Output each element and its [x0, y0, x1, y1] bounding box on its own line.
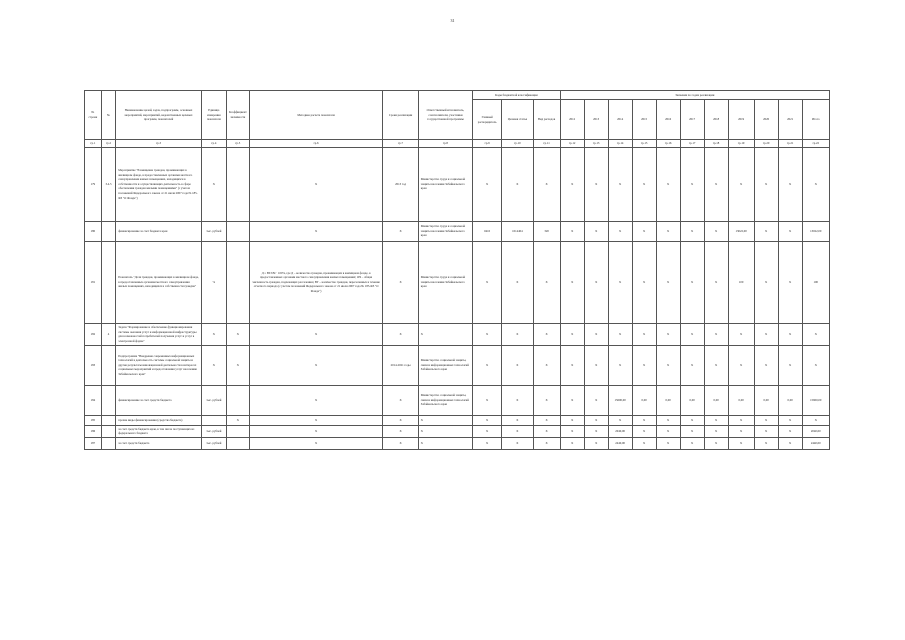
period-cell: 2013 год	[383, 147, 418, 221]
unit-cell: тыс. рублей	[201, 437, 226, 449]
target-article-cell: X	[502, 345, 533, 385]
row-number: 184	[85, 385, 102, 415]
expense-type-cell: X	[533, 147, 560, 221]
method-cell: X	[249, 345, 383, 385]
header-coefficient: Коэффициент значимости	[226, 91, 249, 140]
table-row	[85, 425, 830, 437]
main-manager-cell: X	[473, 385, 502, 415]
unit-cell: X	[201, 323, 226, 345]
period-cell: X	[383, 241, 418, 323]
row-number: 186	[85, 425, 102, 437]
period-cell: X	[383, 221, 418, 241]
header-budget-codes: Коды бюджетной классификации	[473, 91, 561, 100]
year-value-cell: X	[656, 147, 680, 221]
unit-cell: X	[201, 345, 226, 385]
period-cell: X	[383, 323, 418, 345]
header-year: 2018	[704, 100, 728, 140]
unit-cell	[201, 415, 226, 425]
target-article-cell: X	[502, 425, 533, 437]
item-name: финансирование за счет бюджета края	[116, 221, 202, 241]
main-manager-cell: X	[473, 147, 502, 221]
header-number: №	[101, 91, 116, 140]
main-manager-cell: X	[473, 425, 502, 437]
column-number: гр.8	[418, 140, 472, 148]
row-number: 183	[85, 345, 102, 385]
expense-type-cell: X	[533, 345, 560, 385]
period-cell: 2014-2021 годы	[383, 345, 418, 385]
year-value-cell: X	[704, 221, 728, 241]
header-expense-type: Вид расходов	[533, 100, 560, 140]
expense-type-cell: X	[533, 415, 560, 425]
column-number: гр.2	[101, 140, 116, 148]
year-value-cell: 0,00	[728, 385, 754, 415]
executor-cell: Министерство социальной защиты, связи и информационных технологий Забайкальского края	[418, 385, 472, 415]
year-value-cell: X	[680, 345, 704, 385]
target-article-cell: X	[502, 415, 533, 425]
total-value-cell: X	[802, 415, 829, 425]
year-value-cell: X	[560, 323, 584, 345]
header-total: Итого	[802, 100, 829, 140]
header-unit: Единица измерения показателя	[201, 91, 226, 140]
year-value-cell: X	[754, 437, 778, 449]
year-value-cell: X	[704, 147, 728, 221]
year-value-cell: X	[680, 425, 704, 437]
year-value-cell: X	[560, 147, 584, 221]
year-value-cell: X	[778, 241, 802, 323]
method-cell: X	[249, 425, 383, 437]
total-value-cell: 2040,00	[802, 425, 829, 437]
target-article-cell: X	[502, 241, 533, 323]
year-value-cell: X	[680, 415, 704, 425]
item-number	[101, 385, 116, 415]
year-value-cell: X	[754, 425, 778, 437]
year-value-cell: X	[680, 221, 704, 241]
year-value-cell: X	[704, 241, 728, 323]
column-numbers-row	[85, 140, 830, 148]
year-value-cell: X	[560, 385, 584, 415]
year-value-cell: X	[778, 221, 802, 241]
year-value-cell: X	[680, 323, 704, 345]
year-value-cell: X	[656, 437, 680, 449]
coefficient-cell	[226, 425, 249, 437]
year-value-cell: X	[704, 415, 728, 425]
year-value-cell: X	[754, 345, 778, 385]
table-row	[85, 241, 830, 323]
year-value-cell: X	[754, 221, 778, 241]
item-name: за счет средств бюджета края, в том числе поступающих из федерального бюджета	[116, 425, 202, 437]
main-manager-cell: X	[473, 323, 502, 345]
year-value-cell: X	[560, 241, 584, 323]
total-value-cell: X	[802, 147, 829, 221]
header-period: Сроки реализации	[383, 91, 418, 140]
year-value-cell: X	[584, 323, 608, 345]
column-number: гр.7	[383, 140, 418, 148]
year-value-cell: X	[754, 415, 778, 425]
unit-cell: тыс. рублей	[201, 221, 226, 241]
column-number: гр.12	[560, 140, 584, 148]
year-value-cell: X	[704, 323, 728, 345]
header-year: 2012	[560, 100, 584, 140]
year-value-cell: X	[778, 425, 802, 437]
table-row	[85, 345, 830, 385]
executor-cell: X	[418, 425, 472, 437]
year-value-cell: X	[728, 415, 754, 425]
expense-type-cell: 320	[533, 221, 560, 241]
period-cell: X	[383, 385, 418, 415]
item-number	[101, 221, 116, 241]
year-value-cell: X	[584, 147, 608, 221]
year-value-cell: X	[584, 345, 608, 385]
column-number: гр.6	[249, 140, 383, 148]
header-year: 2019	[728, 100, 754, 140]
year-value-cell: 0,00	[632, 385, 656, 415]
item-name: Подпрограмма "Внедрение современных информационных технологий в деятельность системы социальной защиты и другие результаты инновационной деятельности в интересах социальных мероприятий и предоставления услуг населению Забайкальского края"	[116, 345, 202, 385]
method-cell: X	[249, 437, 383, 449]
header-main-manager: Главный распорядитель	[473, 100, 502, 140]
header-year: 2015	[632, 100, 656, 140]
coefficient-cell	[226, 385, 249, 415]
unit-cell: тыс. рублей	[201, 385, 226, 415]
unit-cell: тыс. рублей	[201, 425, 226, 437]
method-cell: X	[249, 221, 383, 241]
header-years-group: Значения по годам реализации	[560, 91, 829, 100]
main-manager-cell: X	[473, 415, 502, 425]
row-number: 179	[85, 147, 102, 221]
year-value-cell: X	[632, 437, 656, 449]
year-value-cell: X	[656, 345, 680, 385]
target-article-cell: 1014404	[502, 221, 533, 241]
item-number	[101, 241, 116, 323]
expense-type-cell: X	[533, 323, 560, 345]
year-value-cell: X	[656, 415, 680, 425]
year-value-cell: X	[704, 437, 728, 449]
item-number	[101, 437, 116, 449]
column-number: гр.9	[473, 140, 502, 148]
header-year: 2016	[656, 100, 680, 140]
year-value-cell: X	[560, 437, 584, 449]
year-value-cell: X	[728, 425, 754, 437]
year-value-cell: X	[728, 345, 754, 385]
period-cell: X	[383, 415, 418, 425]
column-number: гр.5	[226, 140, 249, 148]
main-manager-cell: X	[473, 437, 502, 449]
item-number	[101, 345, 116, 385]
table-row	[85, 221, 830, 241]
year-value-cell: X	[728, 147, 754, 221]
year-value-cell: X	[584, 221, 608, 241]
header-year: 2020	[754, 100, 778, 140]
table-row	[85, 415, 830, 425]
year-value-cell: X	[560, 425, 584, 437]
column-number: гр.3	[116, 140, 202, 148]
column-number: гр.19	[728, 140, 754, 148]
coefficient-cell	[226, 437, 249, 449]
year-value-cell: X	[680, 241, 704, 323]
year-value-cell: 2440,00	[608, 437, 632, 449]
executor-cell: Министерство социальной защиты, связи и информационных технологий Забайкальского края	[418, 345, 472, 385]
item-number: 4	[101, 323, 116, 345]
year-value-cell: X	[632, 415, 656, 425]
year-value-cell: X	[560, 345, 584, 385]
header-row-number: № строки	[85, 91, 102, 140]
column-number: гр.17	[680, 140, 704, 148]
header-target-article: Целевая статья	[502, 100, 533, 140]
program-table	[84, 90, 830, 450]
coefficient-cell	[226, 221, 249, 241]
year-value-cell: X	[704, 425, 728, 437]
year-value-cell: X	[656, 323, 680, 345]
year-value-cell: X	[754, 147, 778, 221]
coefficient-cell: X	[226, 415, 249, 425]
column-number: гр.21	[778, 140, 802, 148]
year-value-cell: X	[754, 241, 778, 323]
item-name: финансирование за счет средств бюджета	[116, 385, 202, 415]
total-value-cell: X	[802, 345, 829, 385]
item-name: Задача "Формирование и обеспечение функционирования системы оказания услуг и информационной инфраструктуры для возможностей потребителей получения услуг и услуг в электронной форме"	[116, 323, 202, 345]
year-value-cell: 0,00	[704, 385, 728, 415]
expense-type-cell: X	[533, 437, 560, 449]
header-year: 2014	[608, 100, 632, 140]
total-value-cell: X	[802, 323, 829, 345]
column-number: гр.16	[656, 140, 680, 148]
row-number: 180	[85, 221, 102, 241]
column-number: гр.10	[502, 140, 533, 148]
coefficient-cell: X	[226, 323, 249, 345]
table-row	[85, 437, 830, 449]
year-value-cell: X	[608, 323, 632, 345]
item-name: Мероприятие "Размещение граждан, проживающих в жилищном фонде, в предоставленных органами местного самоуправления жилых помещениях, находящихся в собственности и осуществляющих деятельность в сфере обеспечения граждан жилыми помещениями" (с учетом положений Федерального закона от 21 июля 2007 года № 185-ФЗ "О Фонде")	[116, 147, 202, 221]
header-year: 2017	[680, 100, 704, 140]
executor-cell: Министерство труда и социальной защиты населения Забайкальского края	[418, 221, 472, 241]
year-value-cell: X	[608, 221, 632, 241]
year-value-cell: X	[754, 323, 778, 345]
unit-cell: X	[201, 147, 226, 221]
target-article-cell: X	[502, 437, 533, 449]
year-value-cell: X	[584, 241, 608, 323]
item-number	[101, 425, 116, 437]
column-number: гр.13	[584, 140, 608, 148]
expense-type-cell: X	[533, 241, 560, 323]
year-value-cell: X	[778, 437, 802, 449]
column-number: гр.18	[704, 140, 728, 148]
column-number: гр.1	[85, 140, 102, 148]
year-value-cell: 0,00	[680, 385, 704, 415]
header-year: 2013	[584, 100, 608, 140]
executor-cell: X	[418, 415, 472, 425]
period-cell: X	[383, 437, 418, 449]
year-value-cell: X	[778, 147, 802, 221]
year-value-cell: X	[608, 345, 632, 385]
page-number: 31	[450, 18, 455, 23]
main-manager-cell: X	[473, 345, 502, 385]
year-value-cell: 0,00	[754, 385, 778, 415]
item-name: Показатель "Доля граждан, проживающих в жилищном фонде, в предоставленных органами местного самоуправления жилых помещениях, находящихся в собственности граждан"	[116, 241, 202, 323]
year-value-cell: X	[632, 147, 656, 221]
total-value-cell: 100	[802, 241, 829, 323]
year-value-cell: X	[608, 241, 632, 323]
executor-cell: X	[418, 437, 472, 449]
coefficient-cell	[226, 241, 249, 323]
column-number: гр.11	[533, 140, 560, 148]
target-article-cell: X	[502, 385, 533, 415]
executor-cell: Министерство труда и социальной защиты населения Забайкальского края	[418, 241, 472, 323]
year-value-cell: X	[584, 385, 608, 415]
year-value-cell: X	[632, 345, 656, 385]
year-value-cell: X	[608, 415, 632, 425]
expense-type-cell: X	[533, 425, 560, 437]
unit-cell: %	[201, 241, 226, 323]
executor-cell: Министерство труда и социальной защиты населения Забайкальского края	[418, 147, 472, 221]
method-cell: X	[249, 323, 383, 345]
method-cell: Д = ВГ/ОЧ · 100%, где Д – количество граждан, проживающих в жилищном фонде, в предоставленных органами местного самоуправления жилых помещениях; ОЧ – общая численность граждан, подлежащих расселению; ВГ – количество граждан, переселенных в течение отчетного периода (с учетом положений Федерального закона от 21 июля 2007 года № 185-ФЗ "О Фонде")	[249, 241, 383, 323]
year-value-cell: X	[680, 437, 704, 449]
table-row	[85, 147, 830, 221]
year-value-cell: X	[560, 415, 584, 425]
year-value-cell: X	[656, 425, 680, 437]
year-value-cell: 100	[728, 241, 754, 323]
main-manager-cell: X	[473, 241, 502, 323]
table-row	[85, 323, 830, 345]
year-value-cell: X	[778, 323, 802, 345]
total-value-cell: 13022,00	[802, 221, 829, 241]
column-number: гр.15	[632, 140, 656, 148]
year-value-cell: X	[778, 345, 802, 385]
total-value-cell: 2440,00	[802, 437, 829, 449]
year-value-cell: X	[728, 323, 754, 345]
year-value-cell: 0,00	[778, 385, 802, 415]
year-value-cell: X	[560, 221, 584, 241]
column-number: гр.4	[201, 140, 226, 148]
column-number: гр.14	[608, 140, 632, 148]
row-number: 187	[85, 437, 102, 449]
year-value-cell: X	[680, 147, 704, 221]
year-value-cell: 0,00	[656, 385, 680, 415]
year-value-cell: X	[632, 323, 656, 345]
target-article-cell: X	[502, 147, 533, 221]
year-value-cell: X	[584, 415, 608, 425]
period-cell: X	[383, 425, 418, 437]
total-value-cell: 15600,00	[802, 385, 829, 415]
row-number: 181	[85, 241, 102, 323]
year-value-cell: X	[704, 345, 728, 385]
year-value-cell: X	[632, 425, 656, 437]
year-value-cell: X	[632, 221, 656, 241]
header-name: Наименование целей, задач, подпрограмм, основных мероприятий, мероприятий, ведомственных целевых программ, показателей	[116, 91, 202, 140]
year-value-cell: X	[656, 241, 680, 323]
column-number: гр.20	[754, 140, 778, 148]
year-value-cell: X	[584, 425, 608, 437]
row-number: 182	[85, 323, 102, 345]
year-value-cell: X	[656, 221, 680, 241]
year-value-cell: X	[608, 147, 632, 221]
target-article-cell: X	[502, 323, 533, 345]
header-executor: Ответственный исполнитель, соисполнители, участники государственной программы	[418, 91, 472, 140]
coefficient-cell: X	[226, 345, 249, 385]
table-row	[85, 385, 830, 415]
method-cell: X	[249, 385, 383, 415]
row-number: 185	[85, 415, 102, 425]
item-name: прочие виды финансирования (средства бюджета)	[116, 415, 202, 425]
main-manager-cell: 0410	[473, 221, 502, 241]
year-value-cell: X	[584, 437, 608, 449]
header-method: Методика расчета показателя	[249, 91, 383, 140]
expense-type-cell: X	[533, 385, 560, 415]
year-value-cell: X	[728, 437, 754, 449]
year-value-cell: 2040,00	[608, 425, 632, 437]
header-year: 2021	[778, 100, 802, 140]
executor-cell: X	[418, 323, 472, 345]
year-value-cell: X	[632, 241, 656, 323]
year-value-cell: X	[778, 415, 802, 425]
year-value-cell: 13022,00	[728, 221, 754, 241]
method-cell: X	[249, 415, 383, 425]
column-number: гр.22	[802, 140, 829, 148]
item-number: 3.4.5	[101, 147, 116, 221]
item-name: за счет средств бюджета	[116, 437, 202, 449]
method-cell: X	[249, 147, 383, 221]
item-number	[101, 415, 116, 425]
year-value-cell: 15600,00	[608, 385, 632, 415]
coefficient-cell	[226, 147, 249, 221]
